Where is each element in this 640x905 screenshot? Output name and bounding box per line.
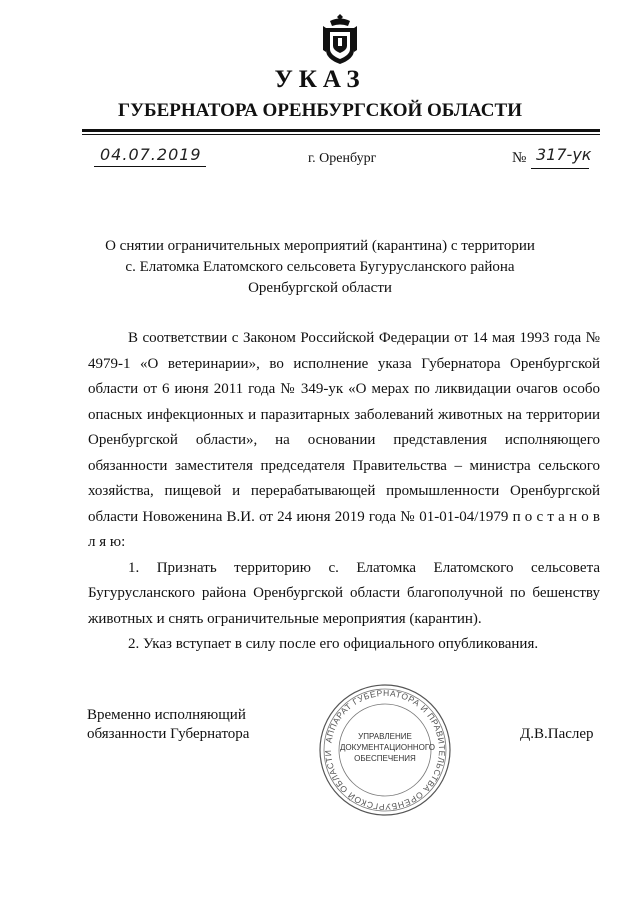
decree-body [88, 326, 600, 658]
document-subtitle: ГУБЕРНАТОРА ОРЕНБУРГСКОЙ ОБЛАСТИ [118, 100, 522, 121]
signatory-position [87, 706, 249, 744]
position-line: Временно исполняющий [87, 707, 246, 723]
signatory-name: Д.В.Паслер [520, 726, 594, 742]
seal-line: ДОКУМЕНТАЦИОННОГО [340, 743, 435, 752]
item-2-paragraph: 2. Указ вступает в силу после его официального опубликования. [128, 636, 539, 652]
item-1-paragraph: 1. Признать территорию с. Елатомка Елатомского сельсовета Бугурусланского района Оренбургской области благополучной по бешенству животных и снять ограничительные мероприятия (карантин). [88, 559, 600, 627]
heading-line: Оренбургской области [248, 280, 392, 296]
decree-date: 04.07.2019 [100, 145, 202, 164]
header-divider-thin [82, 134, 600, 135]
orenburg-coat-of-arms-icon [321, 12, 359, 66]
number-underline [531, 168, 589, 169]
seal-ring-text: АППАРАТ ГУБЕРНАТОРА И ПРАВИТЕЛЬСТВА ОРЕНБУРГСКОЙ ОБЛАСТИ [322, 687, 448, 813]
decree-heading [90, 236, 550, 299]
position-line: обязанности Губернатора [87, 726, 250, 742]
preamble-paragraph: В соответствии с Законом Российской Федерации от 14 мая 1993 года № 4979-1 «О ветеринарии», во исполнение указа Губернатора Оренбургской области от 6 июня 2011 года № 349-ук «О мерах по ликвидации очагов особо опасных инфекционных и паразитарных заболеваний животных на территории Оренбургской области», на основании представления исполняющего обязанности заместителя председателя Правительства – министра сельского хозяйства, пищевой и перерабатывающей промышленности Оренбургской области Новоженина В.И. от 24 июня 2019 года № 01-01-04/1979 п о с т а н о в л я ю: [88, 330, 600, 550]
header-divider [82, 129, 600, 132]
number-sign: № [512, 150, 527, 166]
date-underline [94, 166, 206, 167]
seal-line: ОБЕСПЕЧЕНИЯ [354, 754, 416, 763]
seal-center-text [340, 731, 435, 764]
heading-line: с. Елатомка Елатомского сельсовета Бугурусланского района [125, 259, 515, 275]
document-title: УКАЗ [274, 66, 366, 93]
decree-number: 317-ук [536, 145, 592, 164]
seal-line: УПРАВЛЕНИЕ [358, 732, 412, 741]
decree-city: г. Оренбург [308, 151, 377, 166]
heading-line: О снятии ограничительных мероприятий (карантина) с территории [105, 238, 535, 254]
